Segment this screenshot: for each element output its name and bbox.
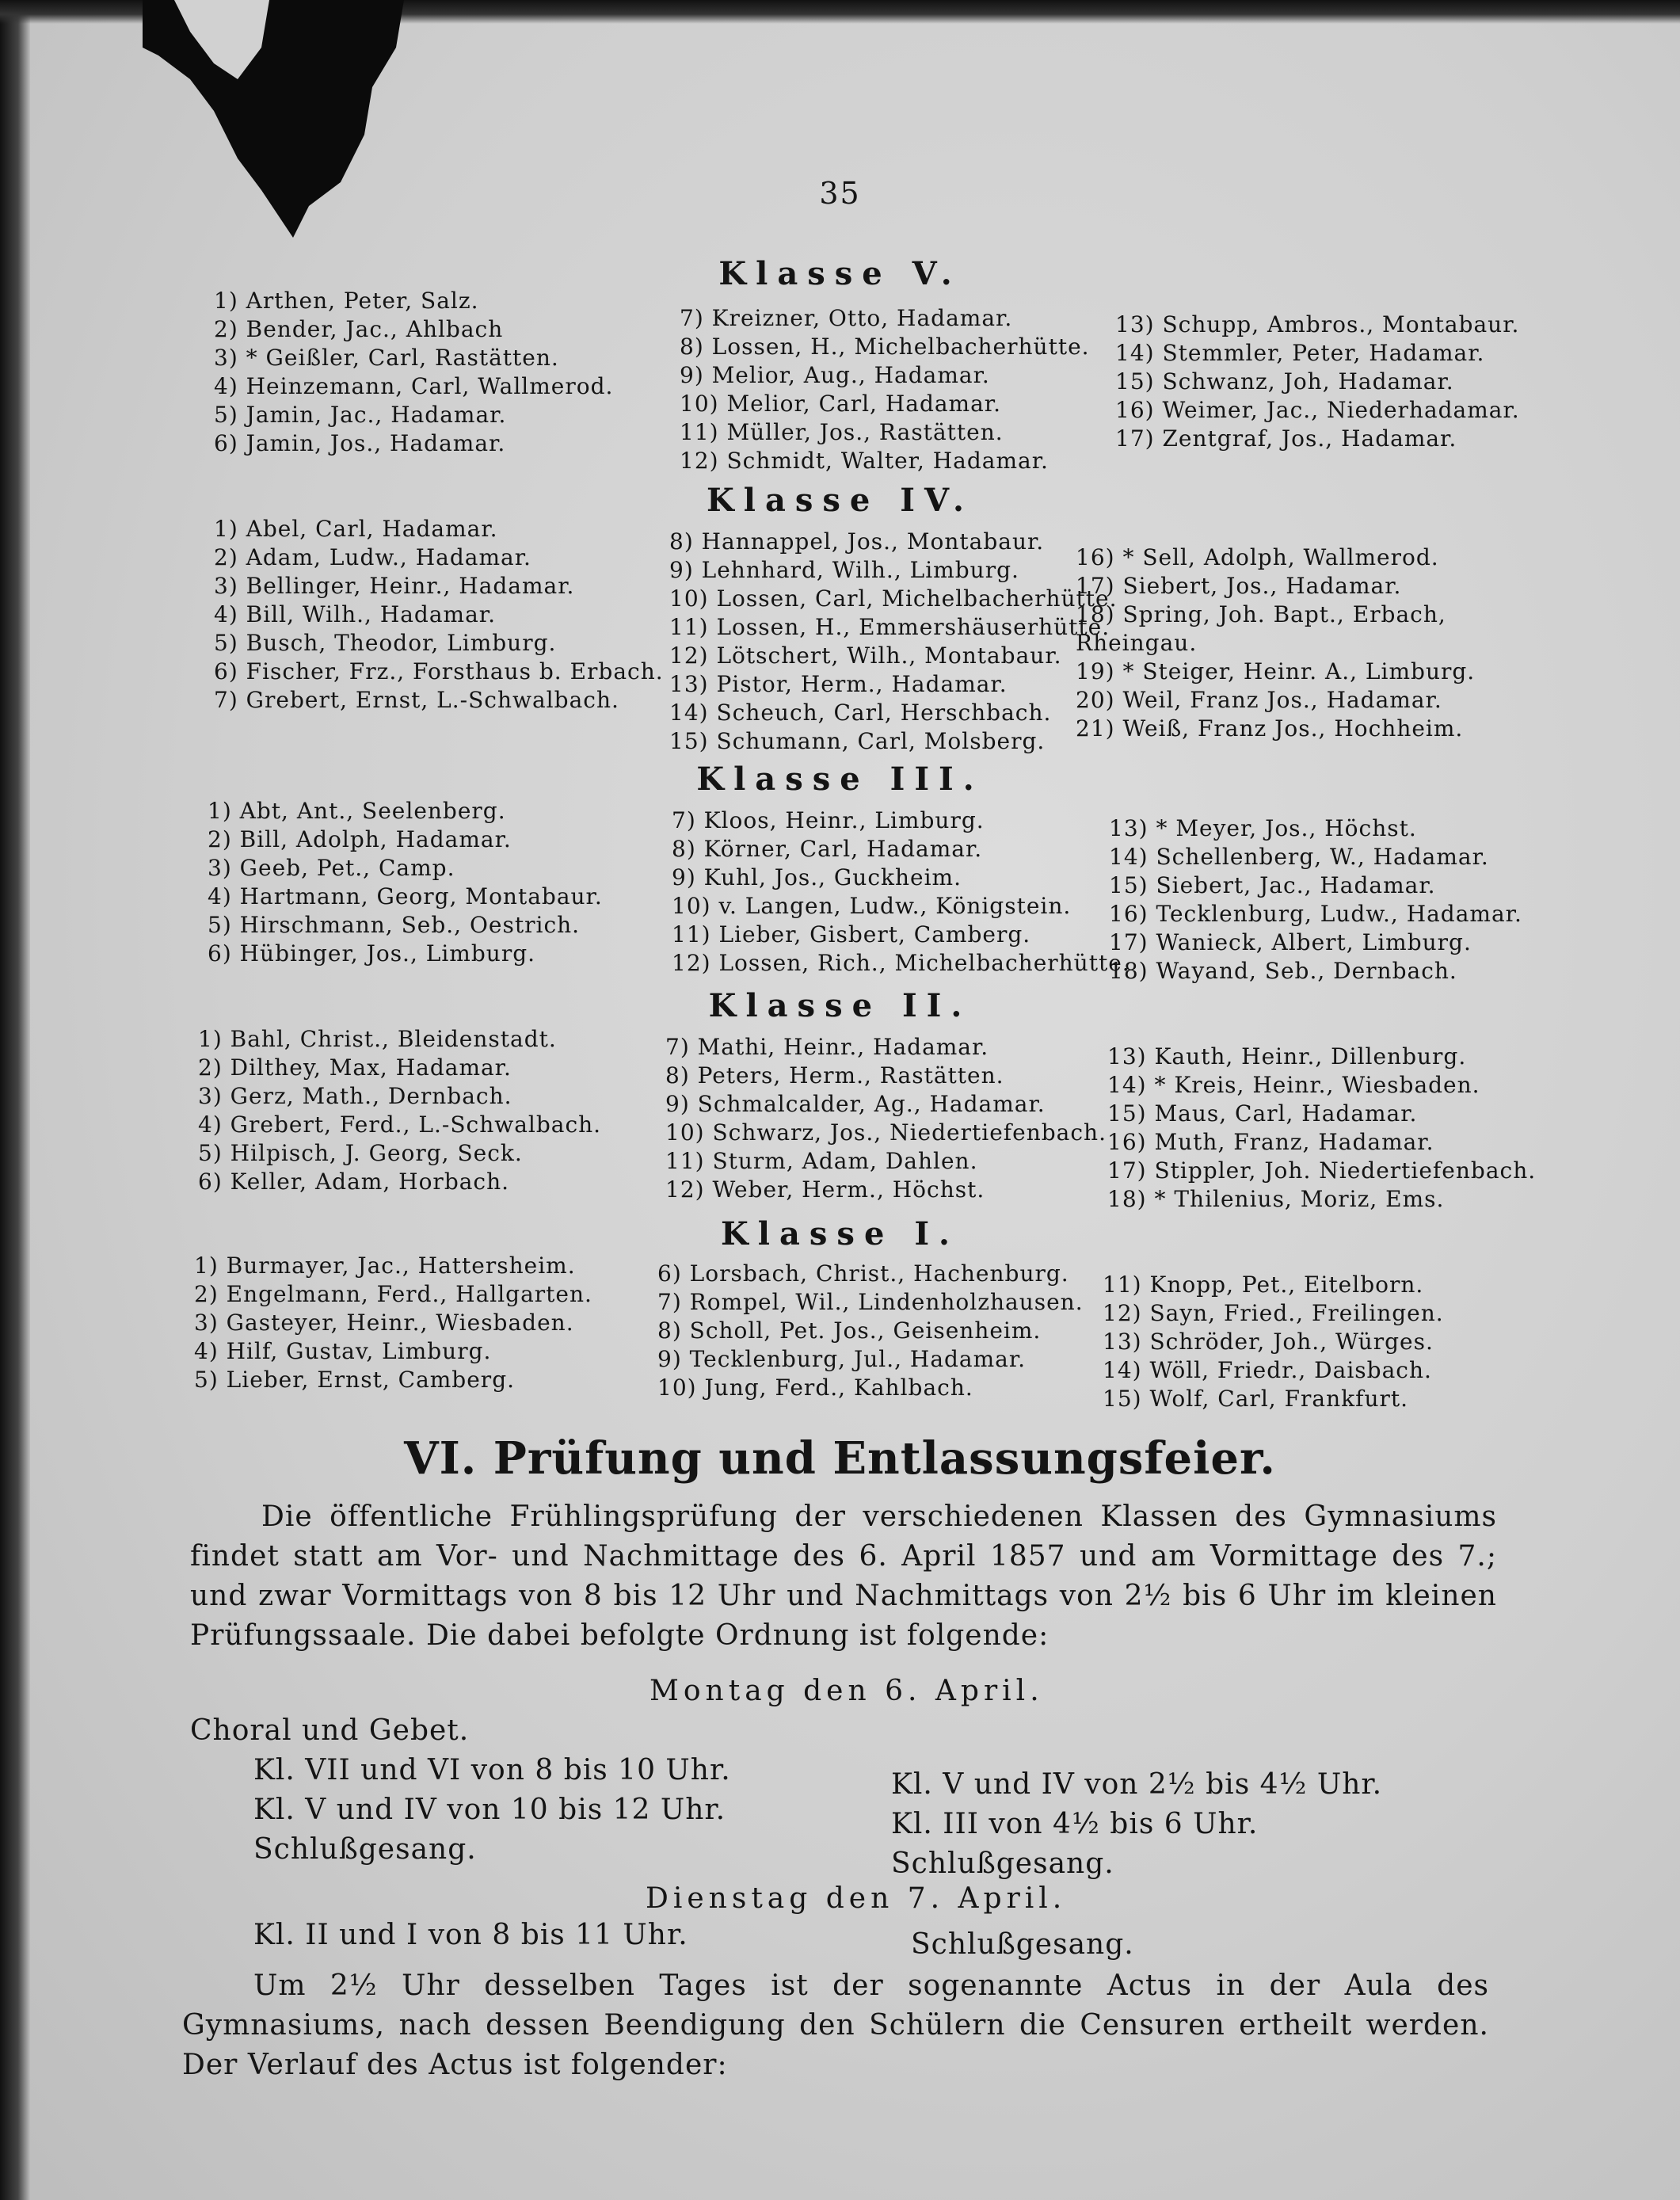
list-item: 3) Geeb, Pet., Camp. — [208, 855, 455, 881]
list-item: 2) Bender, Jac., Ahlbach — [214, 316, 504, 342]
list-item: 8) Lossen, H., Michelbacherhütte. — [680, 334, 1090, 360]
schedule-line: Schlußgesang. — [911, 1928, 1134, 1961]
list-item: 13) Schröder, Joh., Würges. — [1103, 1329, 1434, 1355]
klasse-column — [1107, 1043, 1536, 1214]
list-item: 11) Lieber, Gisbert, Camberg. — [672, 921, 1031, 947]
schedule-line: Kl. V und IV von 2½ bis 4½ Uhr. — [891, 1768, 1383, 1801]
list-item: 11) Knopp, Pet., Eitelborn. — [1103, 1272, 1424, 1298]
list-item: 15) Wolf, Carl, Frankfurt. — [1103, 1386, 1409, 1412]
klasse-column — [672, 806, 1130, 978]
list-item: 4) Hilf, Gustav, Limburg. — [194, 1338, 492, 1364]
list-item: 16) Tecklenburg, Ludw., Hadamar. — [1109, 901, 1522, 927]
list-item: 6) Keller, Adam, Horbach. — [198, 1169, 510, 1195]
list-item: 7) Kloos, Heinr., Limburg. — [672, 807, 985, 833]
list-item: 4) Heinzemann, Carl, Wallmerod. — [214, 373, 614, 399]
klasse-column — [194, 1252, 592, 1394]
schedule-line: Kl. II und I von 8 bis 11 Uhr. — [253, 1919, 688, 1951]
list-item: 5) Lieber, Ernst, Camberg. — [194, 1367, 516, 1393]
day-heading: Montag den 6. April. — [650, 1675, 1044, 1707]
list-item: 14) Schellenberg, W., Hadamar. — [1109, 844, 1489, 870]
choral-line: Choral und Gebet. — [190, 1714, 470, 1747]
list-item: 6) Hübinger, Jos., Limburg. — [208, 940, 536, 967]
day-heading: Dienstag den 7. April. — [646, 1882, 1067, 1915]
list-item: 17) Zentgraf, Jos., Hadamar. — [1115, 425, 1457, 452]
list-item: 9) Schmalcalder, Ag., Hadamar. — [665, 1091, 1046, 1117]
klasse-column — [208, 797, 603, 968]
list-item: 12) Lötschert, Wilh., Montabaur. — [669, 642, 1062, 669]
list-item: 3) * Geißler, Carl, Rastätten. — [214, 345, 559, 371]
list-item: 8) Hannappel, Jos., Montabaur. — [669, 528, 1045, 555]
list-item: 15) Schwanz, Joh, Hadamar. — [1115, 368, 1454, 395]
list-item: 8) Peters, Herm., Rastätten. — [665, 1062, 1004, 1089]
list-item: 12) Schmidt, Walter, Hadamar. — [680, 448, 1049, 474]
list-item: 15) Schumann, Carl, Molsberg. — [669, 728, 1046, 754]
klasse-column — [669, 528, 1118, 756]
klasse-column — [1115, 311, 1520, 453]
list-item: 17) Stippler, Joh. Niedertiefenbach. — [1107, 1157, 1537, 1184]
klasse-column — [680, 304, 1090, 475]
list-item: 3) Bellinger, Heinr., Hadamar. — [214, 573, 575, 599]
list-item: 16) * Sell, Adolph, Wallmerod. — [1076, 544, 1439, 570]
klasse-heading: Klasse V. — [718, 255, 962, 292]
klasse-heading: Klasse IV. — [707, 482, 973, 519]
intro-paragraph: Die öffentliche Frühlingsprüfung der verschiedenen Klassen des Gymnasiums findet statt am Vor- und Nachmittage des 6. April 1857 und am Vormittage des 7.; und zwar Vormittags von 8 bis 12 Uhr und Nachmittags von 2½ bis 6 Uhr im kleinen Prüfungssaale. Die dabei befolgte Ordnung ist folgende: — [190, 1500, 1497, 1652]
list-item: 4) Bill, Wilh., Hadamar. — [214, 601, 496, 627]
list-item: 19) * Steiger, Heinr. A., Limburg. — [1076, 658, 1476, 684]
list-item: 9) Tecklenburg, Jul., Hadamar. — [657, 1346, 1027, 1372]
list-item: 17) Siebert, Jos., Hadamar. — [1076, 573, 1402, 599]
list-item: 10) v. Langen, Ludw., Königstein. — [672, 893, 1072, 919]
list-item: 16) Weimer, Jac., Niederhadamar. — [1115, 397, 1520, 423]
list-item: 13) * Meyer, Jos., Höchst. — [1109, 815, 1417, 841]
klasse-column — [1103, 1271, 1444, 1413]
list-item: 2) Dilthey, Max, Hadamar. — [198, 1054, 512, 1081]
page-number: 35 — [819, 176, 861, 211]
list-item: 9) Kuhl, Jos., Guckheim. — [672, 864, 962, 890]
schedule-line: Kl. V und IV von 10 bis 12 Uhr. — [253, 1794, 726, 1826]
klasse-column — [214, 515, 664, 715]
list-item: 18) * Thilenius, Moriz, Ems. — [1107, 1186, 1445, 1212]
list-item: 11) Müller, Jos., Rastätten. — [680, 419, 1004, 445]
list-item: 12) Sayn, Fried., Freilingen. — [1103, 1300, 1444, 1326]
list-item: 1) Arthen, Peter, Salz. — [214, 288, 479, 314]
list-item: 14) Wöll, Friedr., Daisbach. — [1103, 1357, 1432, 1383]
list-item: 9) Lehnhard, Wilh., Limburg. — [669, 557, 1019, 583]
list-item: 6) Lorsbach, Christ., Hachenburg. — [657, 1260, 1069, 1287]
list-item: 2) Adam, Ludw., Hadamar. — [214, 544, 531, 570]
list-item: 7) Grebert, Ernst, L.-Schwalbach. — [214, 687, 619, 713]
list-item: 11) Lossen, H., Emmershäuserhütte. — [669, 614, 1110, 640]
list-item: 10) Lossen, Carl, Michelbacherhütte. — [669, 585, 1118, 612]
list-item: 5) Busch, Theodor, Limburg. — [214, 630, 557, 656]
list-item: 8) Körner, Carl, Hadamar. — [672, 836, 983, 862]
list-item: 2) Bill, Adolph, Hadamar. — [208, 826, 512, 852]
klasse-heading: Klasse III. — [696, 761, 984, 798]
klasse-column — [1076, 543, 1519, 743]
list-item: 13) Schupp, Ambros., Montabaur. — [1115, 311, 1520, 337]
list-item: 15) Siebert, Jac., Hadamar. — [1109, 872, 1436, 898]
list-item: 10) Melior, Carl, Hadamar. — [680, 391, 1002, 417]
klasse-heading: Klasse II. — [708, 987, 972, 1024]
list-item: 2) Engelmann, Ferd., Hallgarten. — [194, 1281, 592, 1307]
list-item: 1) Bahl, Christ., Bleidenstadt. — [198, 1026, 557, 1052]
list-item: 21) Weiß, Franz Jos., Hochheim. — [1076, 715, 1464, 742]
list-item: 14) Stemmler, Peter, Hadamar. — [1115, 340, 1485, 366]
list-item: 10) Schwarz, Jos., Niedertiefenbach. — [665, 1119, 1107, 1146]
list-item: 9) Melior, Aug., Hadamar. — [680, 362, 990, 388]
section-title: VI. Prüfung und Entlassungsfeier. — [404, 1432, 1276, 1485]
klasse-column — [198, 1025, 601, 1196]
list-item: 13) Kauth, Heinr., Dillenburg. — [1107, 1043, 1467, 1069]
list-item: 5) Hilpisch, J. Georg, Seck. — [198, 1140, 523, 1166]
list-item: 20) Weil, Franz Jos., Hadamar. — [1076, 687, 1442, 713]
list-item: 11) Sturm, Adam, Dahlen. — [665, 1148, 978, 1174]
list-item: 13) Pistor, Herm., Hadamar. — [669, 671, 1008, 697]
list-item: 7) Mathi, Heinr., Hadamar. — [665, 1034, 989, 1060]
list-item: 16) Muth, Franz, Hadamar. — [1107, 1129, 1434, 1155]
list-item: 10) Jung, Ferd., Kahlbach. — [657, 1375, 973, 1401]
list-item: 12) Weber, Herm., Höchst. — [665, 1176, 985, 1203]
list-item: 14) * Kreis, Heinr., Wiesbaden. — [1107, 1072, 1480, 1098]
klasse-column — [1109, 814, 1522, 986]
list-item: 3) Gerz, Math., Dernbach. — [198, 1083, 512, 1109]
klasse-column — [665, 1033, 1107, 1204]
list-item: 1) Abel, Carl, Hadamar. — [214, 516, 498, 542]
list-item: 8) Scholl, Pet. Jos., Geisenheim. — [657, 1317, 1042, 1344]
list-item: 1) Burmayer, Jac., Hattersheim. — [194, 1253, 576, 1279]
list-item: 5) Hirschmann, Seb., Oestrich. — [208, 912, 581, 938]
list-item: 7) Kreizner, Otto, Hadamar. — [680, 305, 1013, 331]
list-item: 12) Lossen, Rich., Michelbacherhütte. — [672, 950, 1130, 976]
schedule-line: Kl. III von 4½ bis 6 Uhr. — [891, 1808, 1259, 1840]
klasse-column — [657, 1260, 1084, 1402]
list-item: 4) Hartmann, Georg, Montabaur. — [208, 883, 603, 909]
list-item: 18) Wayand, Seb., Dernbach. — [1109, 958, 1457, 984]
list-item: 7) Rompel, Wil., Lindenholzhausen. — [657, 1289, 1084, 1315]
klasse-column — [214, 287, 613, 458]
list-item: 4) Grebert, Ferd., L.-Schwalbach. — [198, 1111, 602, 1138]
list-item: 3) Gasteyer, Heinr., Wiesbaden. — [194, 1310, 574, 1336]
list-item: 5) Jamin, Jac., Hadamar. — [214, 402, 507, 428]
closing-paragraph: Um 2½ Uhr desselben Tages ist der sogenannte Actus in der Aula des Gymnasiums, nach dessen Beendigung den Schülern die Censuren ertheilt werden. Der Verlauf des Actus ist folgender: — [182, 1969, 1489, 2081]
page-left-edge-shadow — [0, 0, 30, 2200]
list-item: 18) Spring, Joh. Bapt., Erbach, Rheingau. — [1076, 601, 1446, 656]
list-item: 6) Jamin, Jos., Hadamar. — [214, 430, 506, 456]
schedule-line: Schlußgesang. — [891, 1847, 1114, 1880]
list-item: 14) Scheuch, Carl, Herschbach. — [669, 700, 1052, 726]
list-item: 1) Abt, Ant., Seelenberg. — [208, 798, 506, 824]
list-item: 15) Maus, Carl, Hadamar. — [1107, 1100, 1418, 1127]
list-item: 17) Wanieck, Albert, Limburg. — [1109, 929, 1472, 955]
schedule-line: Kl. VII und VI von 8 bis 10 Uhr. — [253, 1754, 731, 1786]
list-item: 6) Fischer, Frz., Forsthaus b. Erbach. — [214, 658, 664, 684]
schedule-line: Schlußgesang. — [253, 1833, 477, 1866]
klasse-heading: Klasse I. — [721, 1215, 959, 1253]
